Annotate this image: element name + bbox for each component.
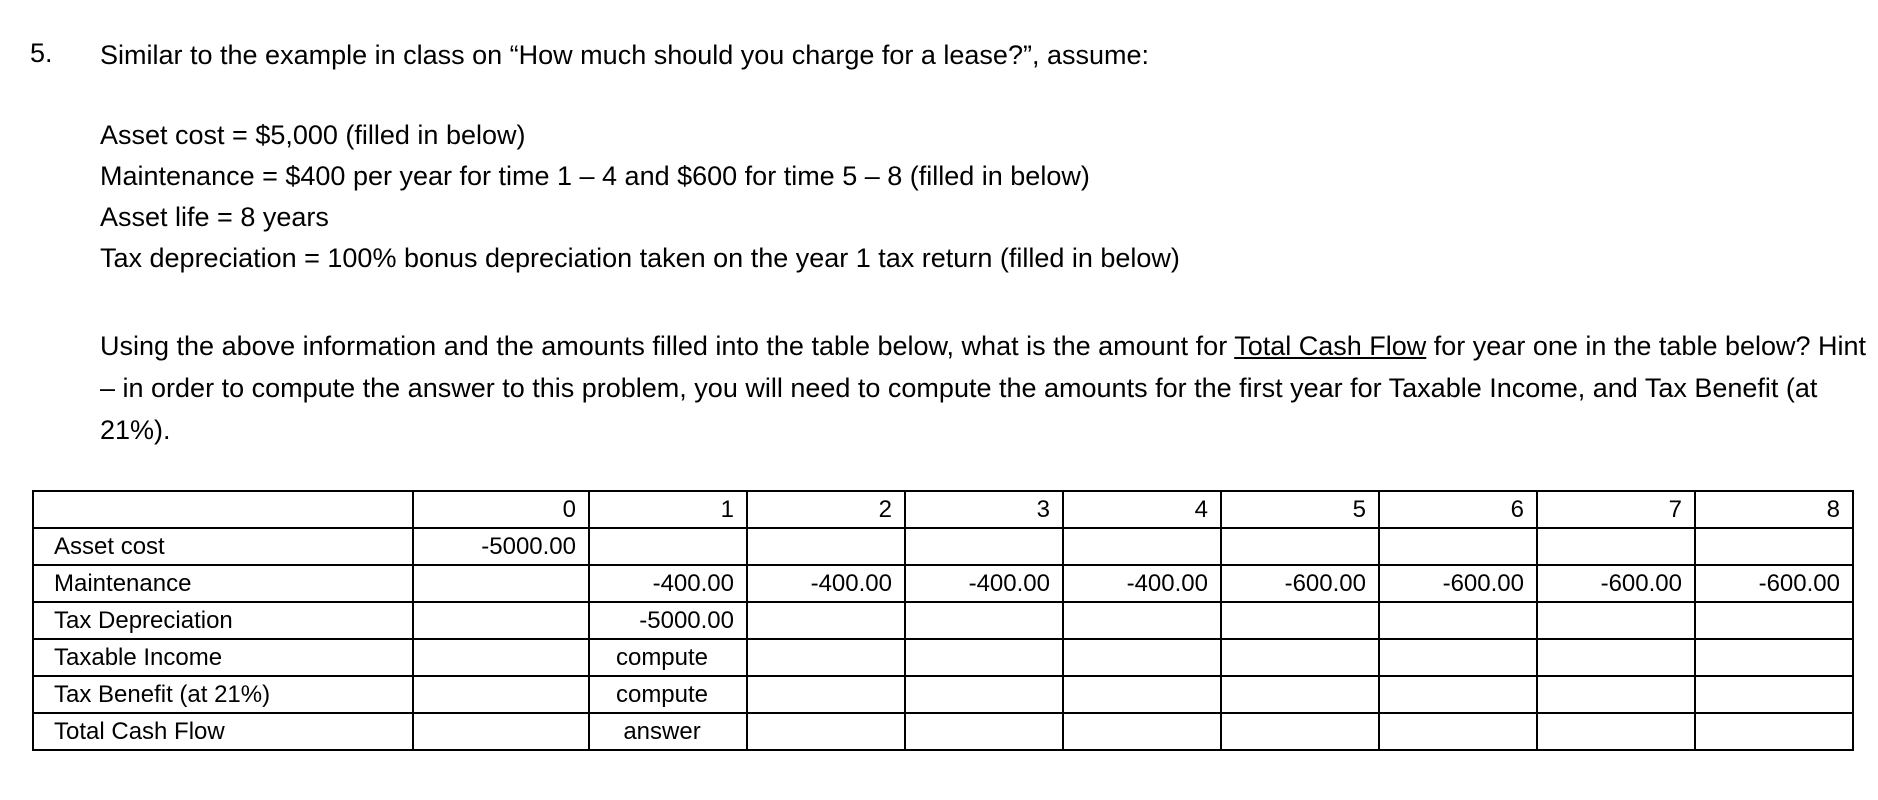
table-cell — [589, 528, 747, 565]
table-cell: compute — [589, 639, 747, 676]
header-row — [33, 491, 1853, 528]
assumption-tax-depreciation: Tax depreciation = 100% bonus depreciation taken on the year 1 tax return (filled in below) — [100, 243, 1180, 273]
table-cell — [747, 639, 905, 676]
table-cell — [1221, 639, 1379, 676]
table-cell — [413, 602, 589, 639]
table-row-tax-benefit — [33, 676, 1853, 713]
table-cell — [1537, 602, 1695, 639]
table-cell — [1379, 528, 1537, 565]
year-header: 1 — [589, 491, 747, 528]
table-cell — [413, 713, 589, 750]
year-header: 3 — [905, 491, 1063, 528]
row-label: Asset cost — [33, 528, 413, 565]
table-cell — [1379, 713, 1537, 750]
question-prompt — [100, 325, 1875, 451]
table-cell — [413, 676, 589, 713]
assumption-asset-life: Asset life = 8 years — [100, 202, 329, 232]
table-cell — [1695, 602, 1853, 639]
lease-cash-flow-table — [32, 490, 1854, 751]
table-cell — [1063, 602, 1221, 639]
prompt-text-after: for year one in the table below? Hint – in order to compute the answer to this problem, you will need to compute the amounts for the first year for Taxable Income, and Tax Benefit (at 21%). — [100, 331, 1867, 445]
table-cell: -400.00 — [1063, 565, 1221, 602]
table-cell — [1537, 713, 1695, 750]
table-cell — [1695, 676, 1853, 713]
table-row-taxable-income — [33, 639, 1853, 676]
year-header: 8 — [1695, 491, 1853, 528]
table-row-tax-depreciation — [33, 602, 1853, 639]
header-empty-cell — [33, 491, 413, 528]
table-cell: -600.00 — [1537, 565, 1695, 602]
table-cell — [1379, 639, 1537, 676]
table-cell — [905, 639, 1063, 676]
table-cell: -5000.00 — [589, 602, 747, 639]
table-cell — [747, 528, 905, 565]
table-row-total-cash-flow — [33, 713, 1853, 750]
table-cell — [1221, 713, 1379, 750]
year-header: 0 — [413, 491, 589, 528]
year-header: 2 — [747, 491, 905, 528]
table-cell — [1221, 602, 1379, 639]
table-cell — [1695, 639, 1853, 676]
year-header: 6 — [1379, 491, 1537, 528]
table-cell — [905, 713, 1063, 750]
table-cell — [747, 713, 905, 750]
table-cell — [1379, 602, 1537, 639]
table-cell — [1537, 676, 1695, 713]
table-cell — [1695, 528, 1853, 565]
table-cell: -600.00 — [1695, 565, 1853, 602]
table-cell: compute — [589, 676, 747, 713]
row-label: Tax Benefit (at 21%) — [33, 676, 413, 713]
table-cell — [413, 565, 589, 602]
table-cell — [905, 602, 1063, 639]
table-cell: -600.00 — [1379, 565, 1537, 602]
question-intro: Similar to the example in class on “How much should you charge for a lease?”, assume: — [100, 40, 1149, 70]
year-header: 5 — [1221, 491, 1379, 528]
question-number: 5. — [30, 38, 53, 68]
table-cell — [1221, 676, 1379, 713]
year-header: 7 — [1537, 491, 1695, 528]
table-cell — [1063, 676, 1221, 713]
table-cell — [1537, 639, 1695, 676]
table-cell — [1063, 713, 1221, 750]
row-label: Taxable Income — [33, 639, 413, 676]
table-cell: -600.00 — [1221, 565, 1379, 602]
table-cell — [905, 528, 1063, 565]
table-cell — [413, 639, 589, 676]
table-cell — [1695, 713, 1853, 750]
table-cell: -400.00 — [747, 565, 905, 602]
table-cell — [905, 676, 1063, 713]
prompt-text-before: Using the above information and the amounts filled into the table below, what is the amount for — [100, 331, 1235, 361]
table-row-asset-cost — [33, 528, 1853, 565]
table-cell — [747, 676, 905, 713]
prompt-total-cash-flow: Total Cash Flow — [1234, 331, 1427, 361]
table-row-maintenance — [33, 565, 1853, 602]
table-cell: -5000.00 — [413, 528, 589, 565]
table-cell: -400.00 — [589, 565, 747, 602]
year-header: 4 — [1063, 491, 1221, 528]
table-cell — [747, 602, 905, 639]
row-label: Total Cash Flow — [33, 713, 413, 750]
table-cell — [1063, 528, 1221, 565]
table-cell — [1063, 639, 1221, 676]
table-cell: -400.00 — [905, 565, 1063, 602]
row-label: Maintenance — [33, 565, 413, 602]
table-cell — [1379, 676, 1537, 713]
assumption-maintenance: Maintenance = $400 per year for time 1 – 4 and $600 for time 5 – 8 (filled in below) — [100, 161, 1090, 191]
assumption-asset-cost: Asset cost = $5,000 (filled in below) — [100, 120, 526, 150]
table-cell: answer — [589, 713, 747, 750]
table-cell — [1221, 528, 1379, 565]
table-cell — [1537, 528, 1695, 565]
row-label: Tax Depreciation — [33, 602, 413, 639]
